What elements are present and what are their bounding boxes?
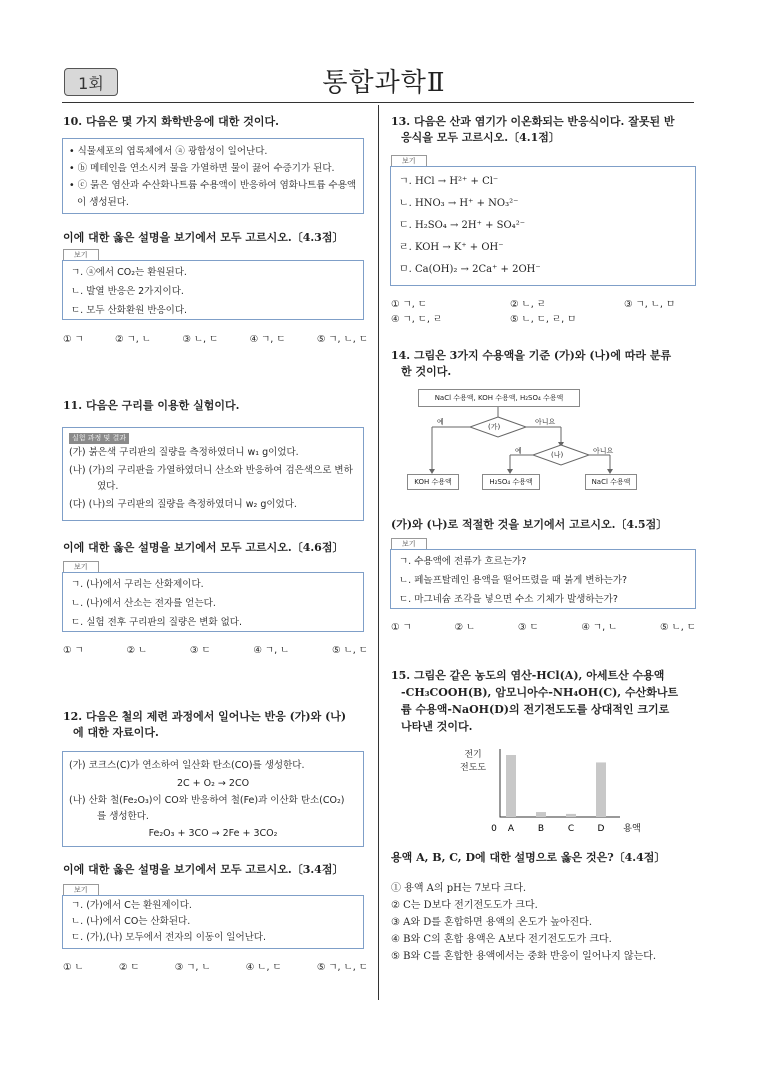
- q10-bogi-box: [62, 260, 364, 320]
- choice[interactable]: ② ㄷ: [118, 962, 140, 973]
- q14-prompt: (가)와 (나)로 적절한 것을 보기에서 고르시오.〔4.5점〕: [391, 518, 668, 531]
- choice[interactable]: ⑤ ㄴ, ㄷ, ㄹ, ㅁ: [510, 314, 577, 325]
- q12-b-text-cont: 를 생성한다.: [97, 811, 149, 822]
- choice[interactable]: ④ ㄱ, ㄴ: [253, 645, 290, 656]
- answer-option[interactable]: ① 용액 A의 pH는 7보다 크다.: [391, 883, 527, 894]
- choice[interactable]: ② ㄱ, ㄴ: [115, 334, 151, 345]
- column-divider: [378, 105, 379, 1000]
- flow-yes-label: 예: [437, 418, 444, 426]
- q12-a-text: (가) 코크스(C)가 연소하여 일산화 탄소(CO)를 생성한다.: [69, 760, 305, 771]
- chart-tick-label: C: [567, 824, 575, 834]
- q11-step: (다) (나)의 구리판의 질량을 측정하였더니 w₂ g이었다.: [69, 499, 297, 510]
- q11-choices: [63, 642, 368, 656]
- page-title: 통합과학Ⅱ: [322, 68, 446, 98]
- q12-b-equation: Fe₂O₃ + 3CO → 2Fe + 3CO₂: [148, 828, 278, 839]
- choice[interactable]: ⑤ ㄱ, ㄴ, ㄷ: [316, 334, 368, 345]
- q10-stem: 10. 다음은 몇 가지 화학반응에 대한 것이다.: [63, 115, 279, 128]
- choice[interactable]: ② ㄴ, ㄹ: [510, 299, 546, 310]
- q11-step: 였다.: [97, 481, 119, 492]
- q12-b-text: (나) 산화 철(Fe₂O₃)이 CO와 반응하여 철(Fe)과 이산화 탄소(CO₂): [69, 795, 345, 806]
- q10-bogi-label: 보기: [63, 249, 99, 261]
- flow-out-koh: KOH 수용액: [407, 474, 459, 490]
- choice[interactable]: ① ㄴ: [63, 962, 84, 973]
- answer-option[interactable]: ② C는 D보다 전기전도도가 크다.: [391, 900, 538, 911]
- q14-bogi-box: [390, 549, 696, 609]
- q15-stem-line: 나타낸 것이다.: [401, 720, 473, 733]
- flow-out-h2so4: H₂SO₄ 수용액: [482, 474, 540, 490]
- q12-bogi-item: ㄷ. (가),(나) 모두에서 전자의 이동이 일어난다.: [71, 932, 266, 943]
- choice[interactable]: ③ ㄱ, ㄴ, ㅁ: [624, 299, 676, 310]
- q12-bogi-item: ㄱ. (가)에서 C는 환원제이다.: [71, 900, 192, 911]
- chart-xlabel: 용액: [623, 824, 641, 834]
- conductivity-chart: [450, 745, 660, 840]
- q14-bogi-item: ㄷ. 마그네슘 조각을 넣으면 수소 기체가 발생하는가?: [399, 594, 618, 605]
- choice[interactable]: ⑤ ㄴ, ㄷ: [332, 645, 368, 656]
- q15-stem-line: 15. 그림은 같은 농도의 염산-HCl(A), 아세트산 수용액: [391, 669, 665, 682]
- choice[interactable]: ④ ㄱ, ㄷ: [249, 334, 286, 345]
- chart-ylabel-line: 전기: [464, 750, 482, 760]
- choice[interactable]: ① ㄱ: [63, 645, 84, 656]
- choice[interactable]: ③ ㄷ: [517, 622, 539, 633]
- q13-bogi-box: [390, 166, 696, 286]
- q11-prompt: 이에 대한 옳은 설명을 보기에서 모두 고르시오.〔4.6점〕: [63, 541, 344, 554]
- q12-reaction-box: [62, 751, 364, 847]
- q10-bogi-item: ㄷ. 모두 산화환원 반응이다.: [71, 305, 188, 316]
- q15-stem-line: -CH₃COOH(B), 암모니아수-NH₄OH(C), 수산화나트: [401, 686, 679, 699]
- choice[interactable]: ① ㄱ: [63, 334, 84, 345]
- chart-svg: [450, 745, 660, 840]
- q15-stem-line: 륨 수용액-NaOH(D)의 전기전도도를 상대적인 크기로: [401, 703, 670, 716]
- q12-prompt: 이에 대한 옳은 설명을 보기에서 모두 고르시오.〔3.4점〕: [63, 863, 344, 876]
- choice[interactable]: ④ ㄴ, ㄷ: [245, 962, 282, 973]
- chart-origin-label: 0: [491, 824, 497, 834]
- choice[interactable]: ④ ㄱ, ㄴ: [581, 622, 618, 633]
- q10-item: • ⓑ 메테인을 연소시켜 물을 가열하면 물이 끓어 수증기가 된다.: [69, 163, 335, 174]
- chart-bar-D: [596, 762, 606, 817]
- q11-bogi-label: 보기: [63, 561, 99, 573]
- q12-bogi-box: [62, 895, 364, 949]
- flow-no2-label: 아니요: [593, 447, 614, 455]
- q12-stem-cont: 에 대한 자료이다.: [73, 726, 159, 739]
- choice[interactable]: ③ ㄷ: [189, 645, 211, 656]
- q11-bogi-item: ㄱ. (나)에서 구리는 산화제이다.: [71, 579, 204, 590]
- answer-option[interactable]: ⑤ B와 C를 혼합한 용액에서는 중화 반응이 일어나지 않는다.: [391, 951, 657, 962]
- q12-stem: 12. 다음은 철의 제련 과정에서 일어나는 반응 (가)와 (나): [63, 710, 347, 723]
- q13-bogi-item: ㄱ. HCl → H²⁺ + Cl⁻: [399, 176, 499, 187]
- q12-a-equation: 2C + O₂ → 2CO: [176, 778, 250, 789]
- q14-choices: [391, 619, 696, 633]
- choice[interactable]: ③ ㄴ, ㄷ: [182, 334, 219, 345]
- q14-stem: 14. 그림은 3가지 수용액을 기준 (가)와 (나)에 따라 분류: [391, 349, 672, 362]
- flow-diamond-b-label: (나): [551, 451, 564, 459]
- chart-tick-label: B: [537, 824, 545, 834]
- choice[interactable]: ① ㄱ: [391, 622, 412, 633]
- q13-bogi-item: ㅁ. Ca(OH)₂ → 2Ca⁺ + 2OH⁻: [399, 264, 541, 275]
- chart-bar-C: [566, 814, 576, 817]
- q11-step: (가) 붉은색 구리판의 질량을 측정하였더니 w₁ g이었다.: [69, 447, 299, 458]
- chart-tick-label: A: [507, 824, 515, 834]
- q13-bogi-item: ㄹ. KOH → K⁺ + OH⁻: [399, 242, 504, 253]
- choice[interactable]: ⑤ ㄱ, ㄴ, ㄷ: [316, 962, 368, 973]
- q14-bogi-label: 보기: [391, 538, 427, 550]
- exam-number-badge: 1회: [64, 68, 118, 96]
- q12-bogi-label: 보기: [63, 884, 99, 896]
- q11-bogi-box: [62, 572, 364, 632]
- flow-top-box: NaCl 수용액, KOH 수용액, H₂SO₄ 수용액: [418, 389, 580, 407]
- q12-choices: [63, 959, 368, 973]
- q10-prompt: 이에 대한 옳은 설명을 보기에서 모두 고르시오.〔4.3점〕: [63, 231, 344, 244]
- chart-bar-B: [536, 812, 546, 817]
- q15-answers: [391, 880, 656, 965]
- q10-bogi-item: ㄱ. ⓐ에서 CO₂는 환원된다.: [71, 267, 187, 278]
- flow-yes2-label: 예: [515, 447, 522, 455]
- q11-process-label: 실험 과정 및 결과: [69, 433, 129, 444]
- answer-option[interactable]: ③ A와 D를 혼합하면 용액의 온도가 높아진다.: [391, 917, 593, 928]
- q11-process-box: [62, 427, 364, 521]
- q13-choices-row2: [391, 311, 576, 325]
- q13-bogi-item: ㄴ. HNO₃ → H⁺ + NO₃²⁻: [399, 198, 519, 209]
- q15-prompt: 용액 A, B, C, D에 대한 설명으로 옳은 것은?〔4.4점〕: [391, 851, 666, 864]
- chart-bar-A: [506, 755, 516, 817]
- answer-option[interactable]: ④ B와 C의 혼합 용액은 A보다 전기전도도가 크다.: [391, 934, 612, 945]
- choice[interactable]: ② ㄴ: [126, 645, 148, 656]
- q11-bogi-item: ㄷ. 실험 전후 구리판의 질량은 변화 없다.: [71, 617, 242, 628]
- choice[interactable]: ③ ㄱ, ㄴ: [174, 962, 211, 973]
- q10-item: • ⓒ 묽은 염산과 수산화나트륨 수용액이 반응하여 염화나트륨 수용액: [69, 180, 357, 191]
- q10-bogi-item: ㄴ. 발열 반응은 2가지이다.: [71, 286, 184, 297]
- flow-diamond-a-label: (가): [488, 423, 501, 431]
- q13-stem-cont: 응식을 모두 고르시오.〔4.1점〕: [401, 131, 560, 144]
- q13-bogi-item: ㄷ. H₂SO₄ → 2H⁺ + SO₄²⁻: [399, 220, 525, 231]
- q14-stem-cont: 한 것이다.: [401, 365, 452, 378]
- q10-item: • 식물세포의 엽록체에서 ⓐ 광합성이 일어난다.: [69, 146, 268, 157]
- q13-stem: 13. 다음은 산과 염기가 이온화되는 반응식이다. 잘못된 반: [391, 115, 675, 128]
- q12-bogi-item: ㄴ. (나)에서 CO는 산화된다.: [71, 916, 191, 927]
- choice[interactable]: ② ㄴ: [454, 622, 476, 633]
- header-rule: [62, 102, 694, 103]
- q13-bogi-label: 보기: [391, 155, 427, 167]
- choice[interactable]: ⑤ ㄴ, ㄷ: [660, 622, 696, 633]
- q14-bogi-item: ㄱ. 수용액에 전류가 흐르는가?: [399, 556, 527, 567]
- q14-bogi-item: ㄴ. 페놀프탈레인 용액을 떨어뜨렸을 때 붉게 변하는가?: [399, 575, 628, 586]
- q14-flowchart: [405, 385, 645, 495]
- choice[interactable]: ④ ㄱ, ㄷ, ㄹ: [391, 314, 443, 325]
- chart-tick-label: D: [597, 824, 605, 834]
- flow-no-label: 아니요: [535, 418, 556, 426]
- flow-out-nacl: NaCl 수용액: [585, 474, 637, 490]
- q11-stem: 11. 다음은 구리를 이용한 실험이다.: [63, 399, 240, 412]
- q10-reaction-box: [62, 138, 364, 214]
- q11-step: (나) (가)의 구리판을 가열하였더니 산소와 반응하여 검은색으로 변하: [69, 465, 353, 476]
- q10-choices: [63, 331, 368, 345]
- chart-ylabel-line: 전도도: [460, 763, 487, 773]
- q11-bogi-item: ㄴ. (나)에서 산소는 전자를 얻는다.: [71, 598, 216, 609]
- q10-item: 이 생성된다.: [77, 197, 129, 208]
- choice[interactable]: ① ㄱ, ㄷ: [391, 299, 427, 310]
- q13-choices-row1: [391, 296, 675, 310]
